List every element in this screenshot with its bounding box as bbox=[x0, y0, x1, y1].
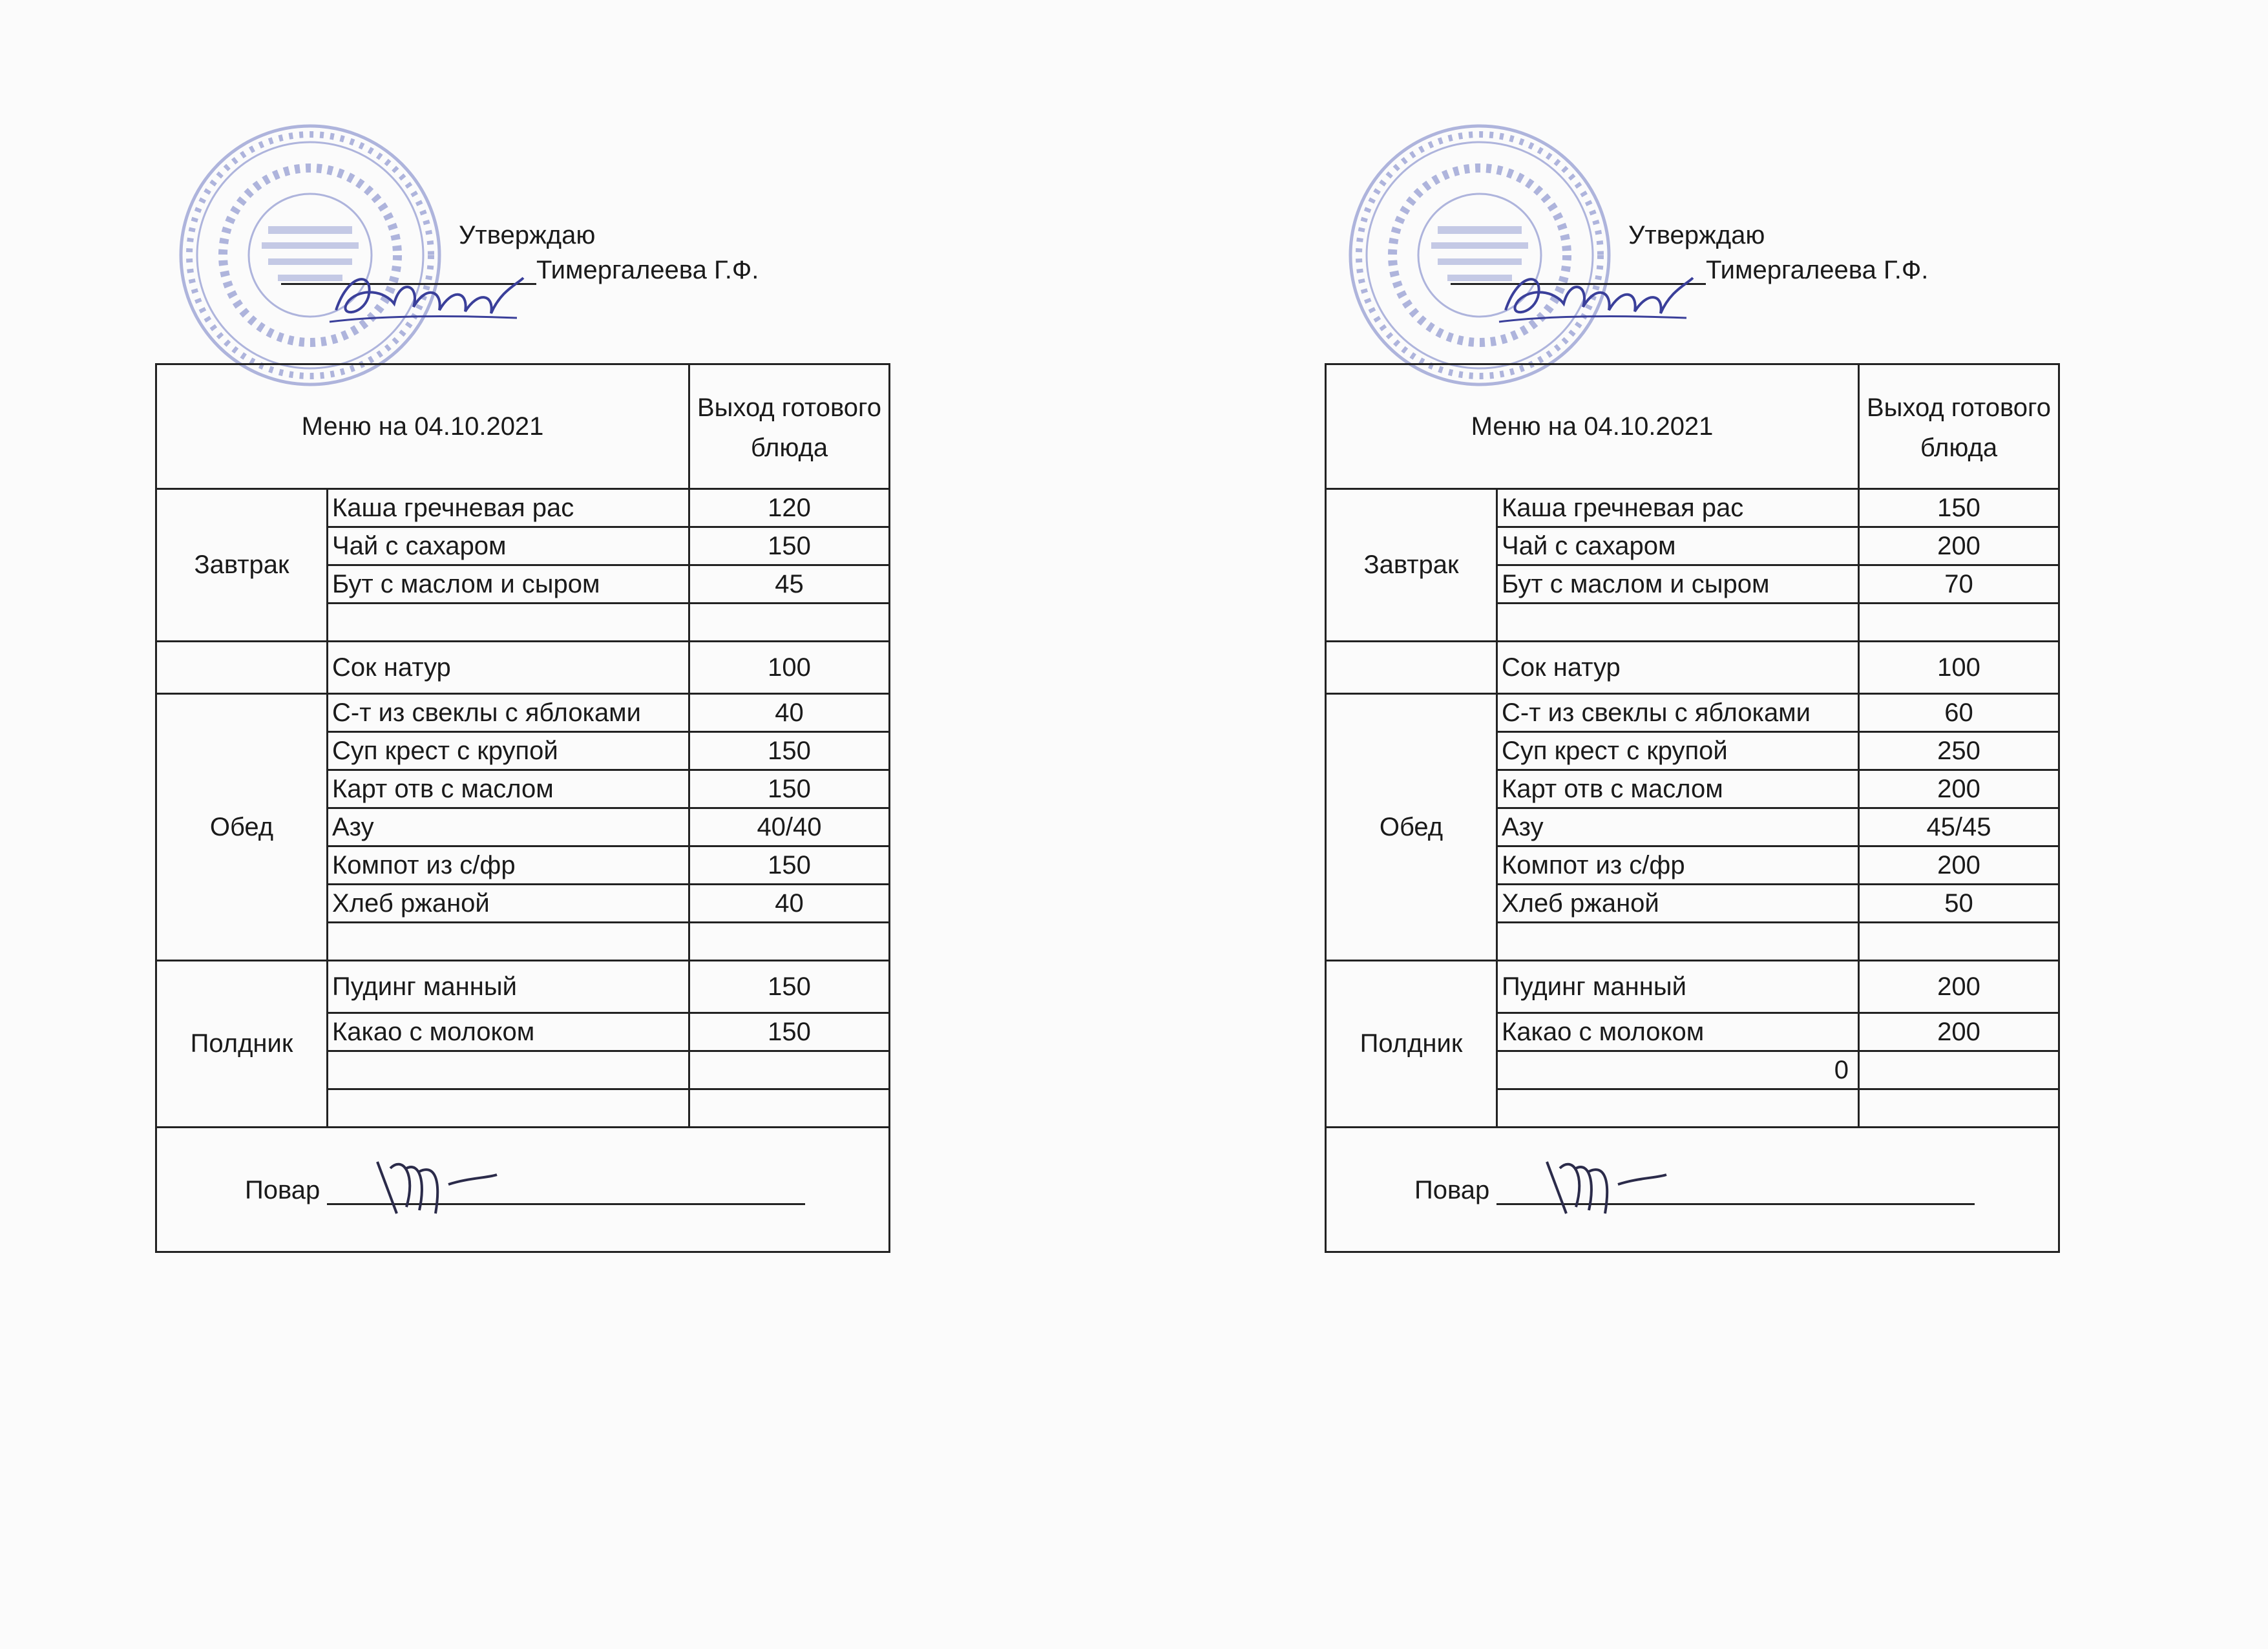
dish-name: С-т из свеклы с яблоками bbox=[328, 694, 689, 732]
dish-name: Карт отв с маслом bbox=[328, 770, 689, 808]
dish-name: Какао с молоком bbox=[328, 1013, 689, 1051]
dish-output: 150 bbox=[689, 846, 890, 885]
dish-output: 120 bbox=[689, 489, 890, 527]
menu-title: Меню на 04.10.2021 bbox=[156, 364, 689, 489]
dish-name: Бут с маслом и сыром bbox=[1497, 565, 1859, 604]
menu-table bbox=[155, 363, 890, 1253]
meal-afternoon: Полдник bbox=[1326, 961, 1497, 1128]
dish-output: 150 bbox=[689, 732, 890, 770]
dish-output: 150 bbox=[1859, 489, 2059, 527]
dish-output: 45/45 bbox=[1859, 808, 2059, 846]
dish-name: Хлеб ржаной bbox=[328, 885, 689, 923]
empty-cell bbox=[1859, 1051, 2059, 1089]
dish-name: Бут с маслом и сыром bbox=[328, 565, 689, 604]
dish-name: Чай с сахаром bbox=[328, 527, 689, 565]
empty-cell bbox=[328, 604, 689, 642]
cook-signature-row bbox=[156, 1128, 890, 1252]
empty-cell bbox=[1859, 604, 2059, 642]
dish-name: Суп крест с крупой bbox=[328, 732, 689, 770]
dish-name: Азу bbox=[1497, 808, 1859, 846]
dish-output: 100 bbox=[1859, 642, 2059, 694]
dish-name: Компот из с/фр bbox=[1497, 846, 1859, 885]
meal-afternoon: Полдник bbox=[156, 961, 328, 1128]
dish-name: Сок натур bbox=[328, 642, 689, 694]
dish-name: Суп крест с крупой bbox=[1497, 732, 1859, 770]
meal-breakfast: Завтрак bbox=[156, 489, 328, 642]
approve-title: Утверждаю bbox=[459, 221, 596, 249]
empty-cell bbox=[1497, 1089, 1859, 1128]
empty-cell bbox=[689, 1051, 890, 1089]
dish-name: Пудинг манный bbox=[328, 961, 689, 1013]
meal-lunch: Обед bbox=[1326, 694, 1497, 961]
dish-output: 50 bbox=[1859, 885, 2059, 923]
cook-label: Повар bbox=[1414, 1175, 1490, 1204]
dish-name: Компот из с/фр bbox=[328, 846, 689, 885]
dish-name: Каша гречневая рас bbox=[328, 489, 689, 527]
director-signature-icon bbox=[1493, 265, 1699, 336]
dish-output: 150 bbox=[689, 961, 890, 1013]
dish-output: 40 bbox=[689, 694, 890, 732]
menu-card-right bbox=[1318, 194, 2074, 1331]
director-name: Тимергалеева Г.Ф. bbox=[536, 256, 759, 284]
dish-output: 200 bbox=[1859, 1013, 2059, 1051]
dish-name: Какао с молоком bbox=[1497, 1013, 1859, 1051]
director-name: Тимергалеева Г.Ф. bbox=[1706, 256, 1929, 284]
director-signature-icon bbox=[323, 265, 530, 336]
empty-cell bbox=[1497, 923, 1859, 961]
cook-signature-row bbox=[1326, 1128, 2059, 1252]
dish-output: 200 bbox=[1859, 527, 2059, 565]
meal-breakfast: Завтрак bbox=[1326, 489, 1497, 642]
dish-name: Карт отв с маслом bbox=[1497, 770, 1859, 808]
dish-output: 250 bbox=[1859, 732, 2059, 770]
dish-output: 200 bbox=[1859, 846, 2059, 885]
empty-cell bbox=[156, 642, 328, 694]
dish-name bbox=[328, 1051, 689, 1089]
dish-output: 45 bbox=[689, 565, 890, 604]
output-header: Выход готового блюда bbox=[689, 364, 890, 489]
empty-cell bbox=[328, 923, 689, 961]
menu-title: Меню на 04.10.2021 bbox=[1326, 364, 1859, 489]
dish-output: 150 bbox=[689, 1013, 890, 1051]
dish-output: 200 bbox=[1859, 961, 2059, 1013]
empty-cell bbox=[1497, 604, 1859, 642]
dish-name: Сок натур bbox=[1497, 642, 1859, 694]
dish-name: Каша гречневая рас bbox=[1497, 489, 1859, 527]
approve-title: Утверждаю bbox=[1628, 221, 1765, 249]
dish-output: 200 bbox=[1859, 770, 2059, 808]
dish-output: 70 bbox=[1859, 565, 2059, 604]
dish-output: 40 bbox=[689, 885, 890, 923]
dish-name: Чай с сахаром bbox=[1497, 527, 1859, 565]
dish-name: Пудинг манный bbox=[1497, 961, 1859, 1013]
cook-signature-icon bbox=[1540, 1149, 1670, 1220]
extra-value: 0 bbox=[1497, 1051, 1859, 1089]
empty-cell bbox=[689, 923, 890, 961]
dish-output: 150 bbox=[689, 770, 890, 808]
menu-table bbox=[1325, 363, 2060, 1253]
empty-cell bbox=[1326, 642, 1497, 694]
empty-cell bbox=[328, 1089, 689, 1128]
meal-lunch: Обед bbox=[156, 694, 328, 961]
empty-cell bbox=[689, 604, 890, 642]
menu-card-left bbox=[149, 194, 905, 1331]
empty-cell bbox=[689, 1089, 890, 1128]
dish-output: 150 bbox=[689, 527, 890, 565]
dish-name: Азу bbox=[328, 808, 689, 846]
cook-signature-icon bbox=[371, 1149, 500, 1220]
dish-name: Хлеб ржаной bbox=[1497, 885, 1859, 923]
dish-name: С-т из свеклы с яблоками bbox=[1497, 694, 1859, 732]
output-header: Выход готового блюда bbox=[1859, 364, 2059, 489]
empty-cell bbox=[1859, 923, 2059, 961]
empty-cell bbox=[1859, 1089, 2059, 1128]
dish-output: 60 bbox=[1859, 694, 2059, 732]
cook-label: Повар bbox=[245, 1175, 320, 1204]
dish-output: 100 bbox=[689, 642, 890, 694]
dish-output: 40/40 bbox=[689, 808, 890, 846]
